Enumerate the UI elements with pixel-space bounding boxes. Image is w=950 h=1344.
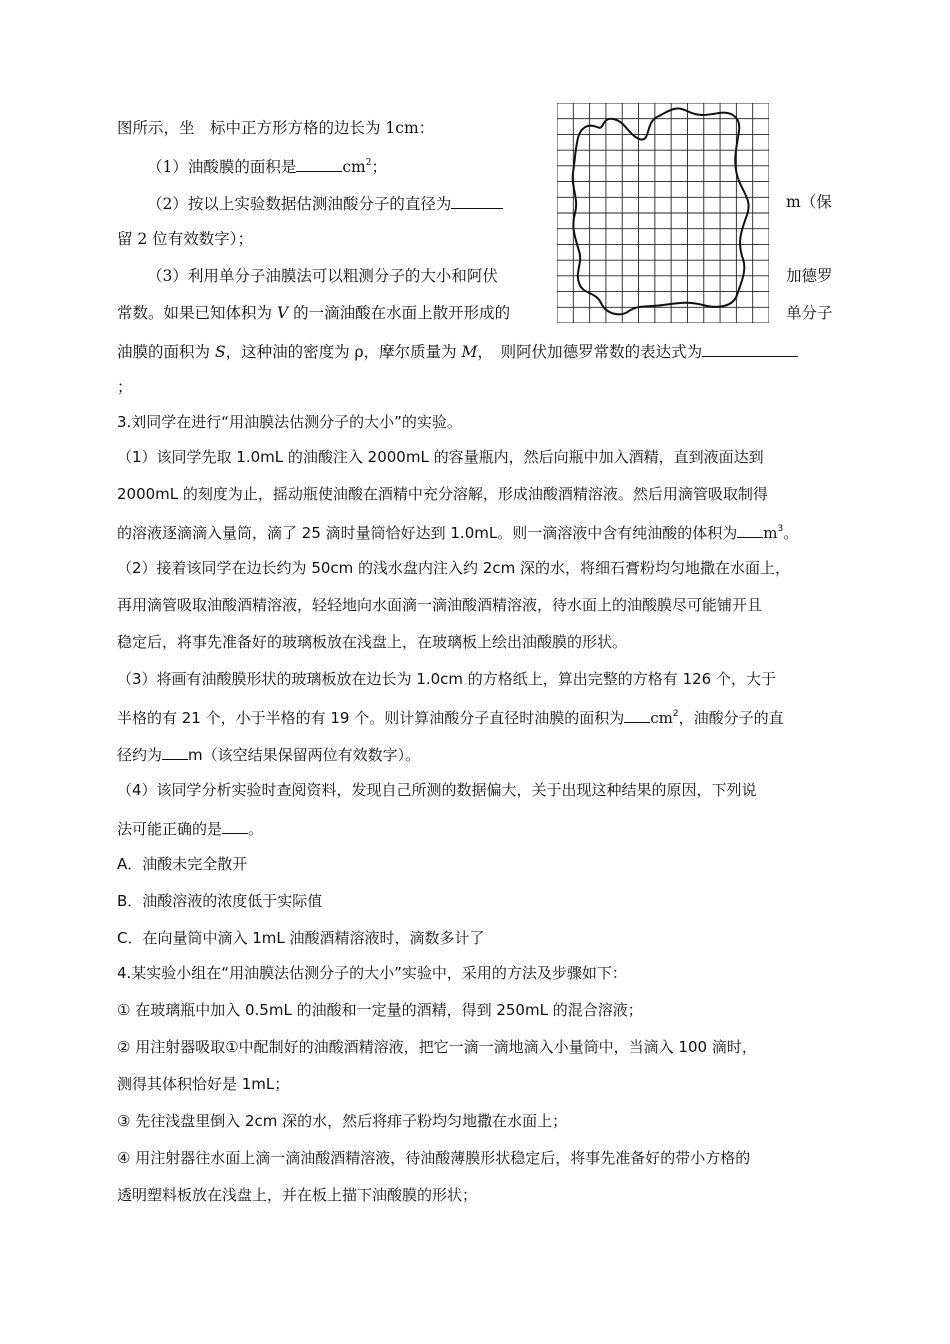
text: ， 则阿伏加德罗常数的表达式为	[477, 343, 703, 361]
q3-option-b[interactable]: B．油酸溶液的浓度低于实际值	[117, 892, 323, 910]
text: 的一滴油酸在水面上散开形成的	[288, 304, 511, 322]
text: ，这种油的密度为 ρ，摩尔质量为	[225, 343, 462, 361]
unit-text: cm	[342, 158, 366, 176]
q2-part2-text: （2）按以上实验数据估测油酸分子的直径为	[147, 195, 452, 213]
q2-part3-right: 加德罗	[786, 267, 833, 285]
text: 的溶液逐滴滴入量筒，滴了 25 滴时量筒恰好达到 1.0mL。则一滴溶液中含有纯油酸的体积为	[117, 524, 738, 542]
q3-p3-line1: （3）将画有油酸膜形状的玻璃板放在边长为 1.0cm 的方格纸上，算出完整的方格有 126 个，大于	[117, 670, 776, 688]
q3-option-c[interactable]: C．在向量筒中滴入 1mL 油酸酒精溶液时，滴数多计了	[117, 929, 485, 947]
answer-blank[interactable]	[162, 743, 188, 760]
unit-superscript: 2	[672, 709, 679, 719]
q3-p1-line3	[117, 521, 798, 543]
unit-superscript: 3	[777, 524, 784, 534]
q2-part1-text: （1）油酸膜的面积是	[147, 158, 297, 176]
punctuation: ；	[371, 158, 388, 176]
q2-end-line: ；	[117, 378, 133, 396]
q2-part2-cont: 留 2 位有效数字）；	[117, 230, 253, 248]
answer-blank[interactable]	[737, 521, 763, 538]
q2-part2-right: m（保	[786, 193, 832, 211]
q3-option-a[interactable]: A．油酸未完全散开	[117, 855, 248, 873]
q3-p2-line2: 再用滴管吸取油酸酒精溶液，轻轻地向水面滴一滴油酸酒精溶液，待水面上的油酸膜尽可能铺开且	[117, 596, 763, 614]
text: 半格的有 21 个，小于半格的有 19 个。则计算油酸分子直径时油膜的面积为	[117, 709, 625, 727]
text: 法可能正确的是	[117, 820, 223, 838]
q2-intro-text: 图所示，坐 标中正方形方格的边长为 1cm：	[117, 119, 435, 137]
q2-part1-line	[147, 155, 387, 177]
q4-step2-line1: ② 用注射器吸取①中配制好的油酸酒精溶液，把它一滴一滴地滴入小量筒中，当滴入 100 滴时，	[117, 1038, 757, 1056]
unit-text: m	[763, 524, 778, 542]
q3-p3-line3	[117, 743, 420, 765]
q3-p2-line1: （2）接着该同学在边长约为 50cm 的浅水盘内注入约 2cm 深的水，将细石膏粉均匀地撒在水面上，	[117, 559, 790, 577]
q2-part3-line: （3）利用单分子油膜法可以粗测分子的大小和阿伏	[147, 267, 498, 285]
text: 常数。如果已知体积为	[117, 304, 277, 322]
text: 油膜的面积为	[117, 343, 215, 361]
q4-step4-line1: ④ 用注射器往水面上滴一滴油酸酒精溶液，待油酸薄膜形状稳定后，将事先准备好的带小方格的	[117, 1149, 751, 1167]
unit-text: cm	[650, 709, 673, 727]
q2-intro-line	[117, 118, 434, 138]
q3-p1-line1: （1）该同学先取 1.0mL 的油酸注入 2000mL 的容量瓶内，然后向瓶中加入酒精，直到液面达到	[117, 448, 764, 466]
q4-step2-line2: 测得其体积恰好是 1mL；	[117, 1075, 290, 1093]
answer-blank[interactable]	[451, 192, 503, 209]
text: ，油酸分子的直	[678, 709, 784, 727]
q3-p1-line2: 2000mL 的刻度为止，摇动瓶使油酸在酒精中充分溶解，形成油酸酒精溶液。然后用滴管吸取制得	[117, 485, 768, 503]
q3-title: 3.刘同学在进行“用油膜法估测分子的大小”的实验。	[117, 413, 462, 431]
oil-film-outline	[573, 109, 749, 315]
q4-step3: ③ 先往浅盘里倒入 2cm 深的水，然后将痱子粉均匀地撒在水面上；	[117, 1112, 568, 1130]
text: 径约为	[117, 746, 163, 764]
q3-p2-line3: 稳定后，将事先准备好的玻璃板放在浅盘上，在玻璃板上绘出油酸膜的形状。	[117, 633, 628, 651]
q3-p4-line1: （4）该同学分析实验时查阅资料，发现自己所测的数据偏大，关于出现这种结果的原因，下列说	[117, 781, 757, 799]
q4-step4-line2: 透明塑料板放在浅盘上，并在板上描下油酸膜的形状；	[117, 1186, 478, 1204]
punctuation: 。	[783, 524, 799, 542]
q3-p3-line2	[117, 706, 784, 728]
variable-m: M	[461, 343, 478, 361]
q2-part3-formula-line	[117, 340, 798, 362]
oil-film-grid-figure	[557, 103, 769, 323]
q2-part3-right2: 单分子	[786, 304, 833, 322]
unit-superscript: 2	[365, 158, 372, 168]
q2-part2-line	[147, 192, 503, 214]
answer-blank[interactable]	[296, 155, 342, 172]
q3-p4-line2	[117, 817, 263, 839]
answer-blank[interactable]	[222, 817, 248, 834]
punctuation: 。	[248, 820, 264, 838]
text: m（该空结果保留两位有效数字）。	[188, 746, 421, 764]
q4-step1: ① 在玻璃瓶中加入 0.5mL 的油酸和一定量的酒精，得到 250mL 的混合溶液；	[117, 1001, 643, 1019]
answer-blank[interactable]	[624, 706, 650, 723]
variable-v: V	[276, 304, 289, 322]
q4-title: 4.某实验小组在“用油膜法估测分子的大小”实验中，采用的方法及步骤如下：	[117, 964, 627, 982]
q2-part3-cont	[117, 303, 510, 323]
answer-blank[interactable]	[702, 340, 798, 357]
variable-s: S	[214, 343, 226, 361]
